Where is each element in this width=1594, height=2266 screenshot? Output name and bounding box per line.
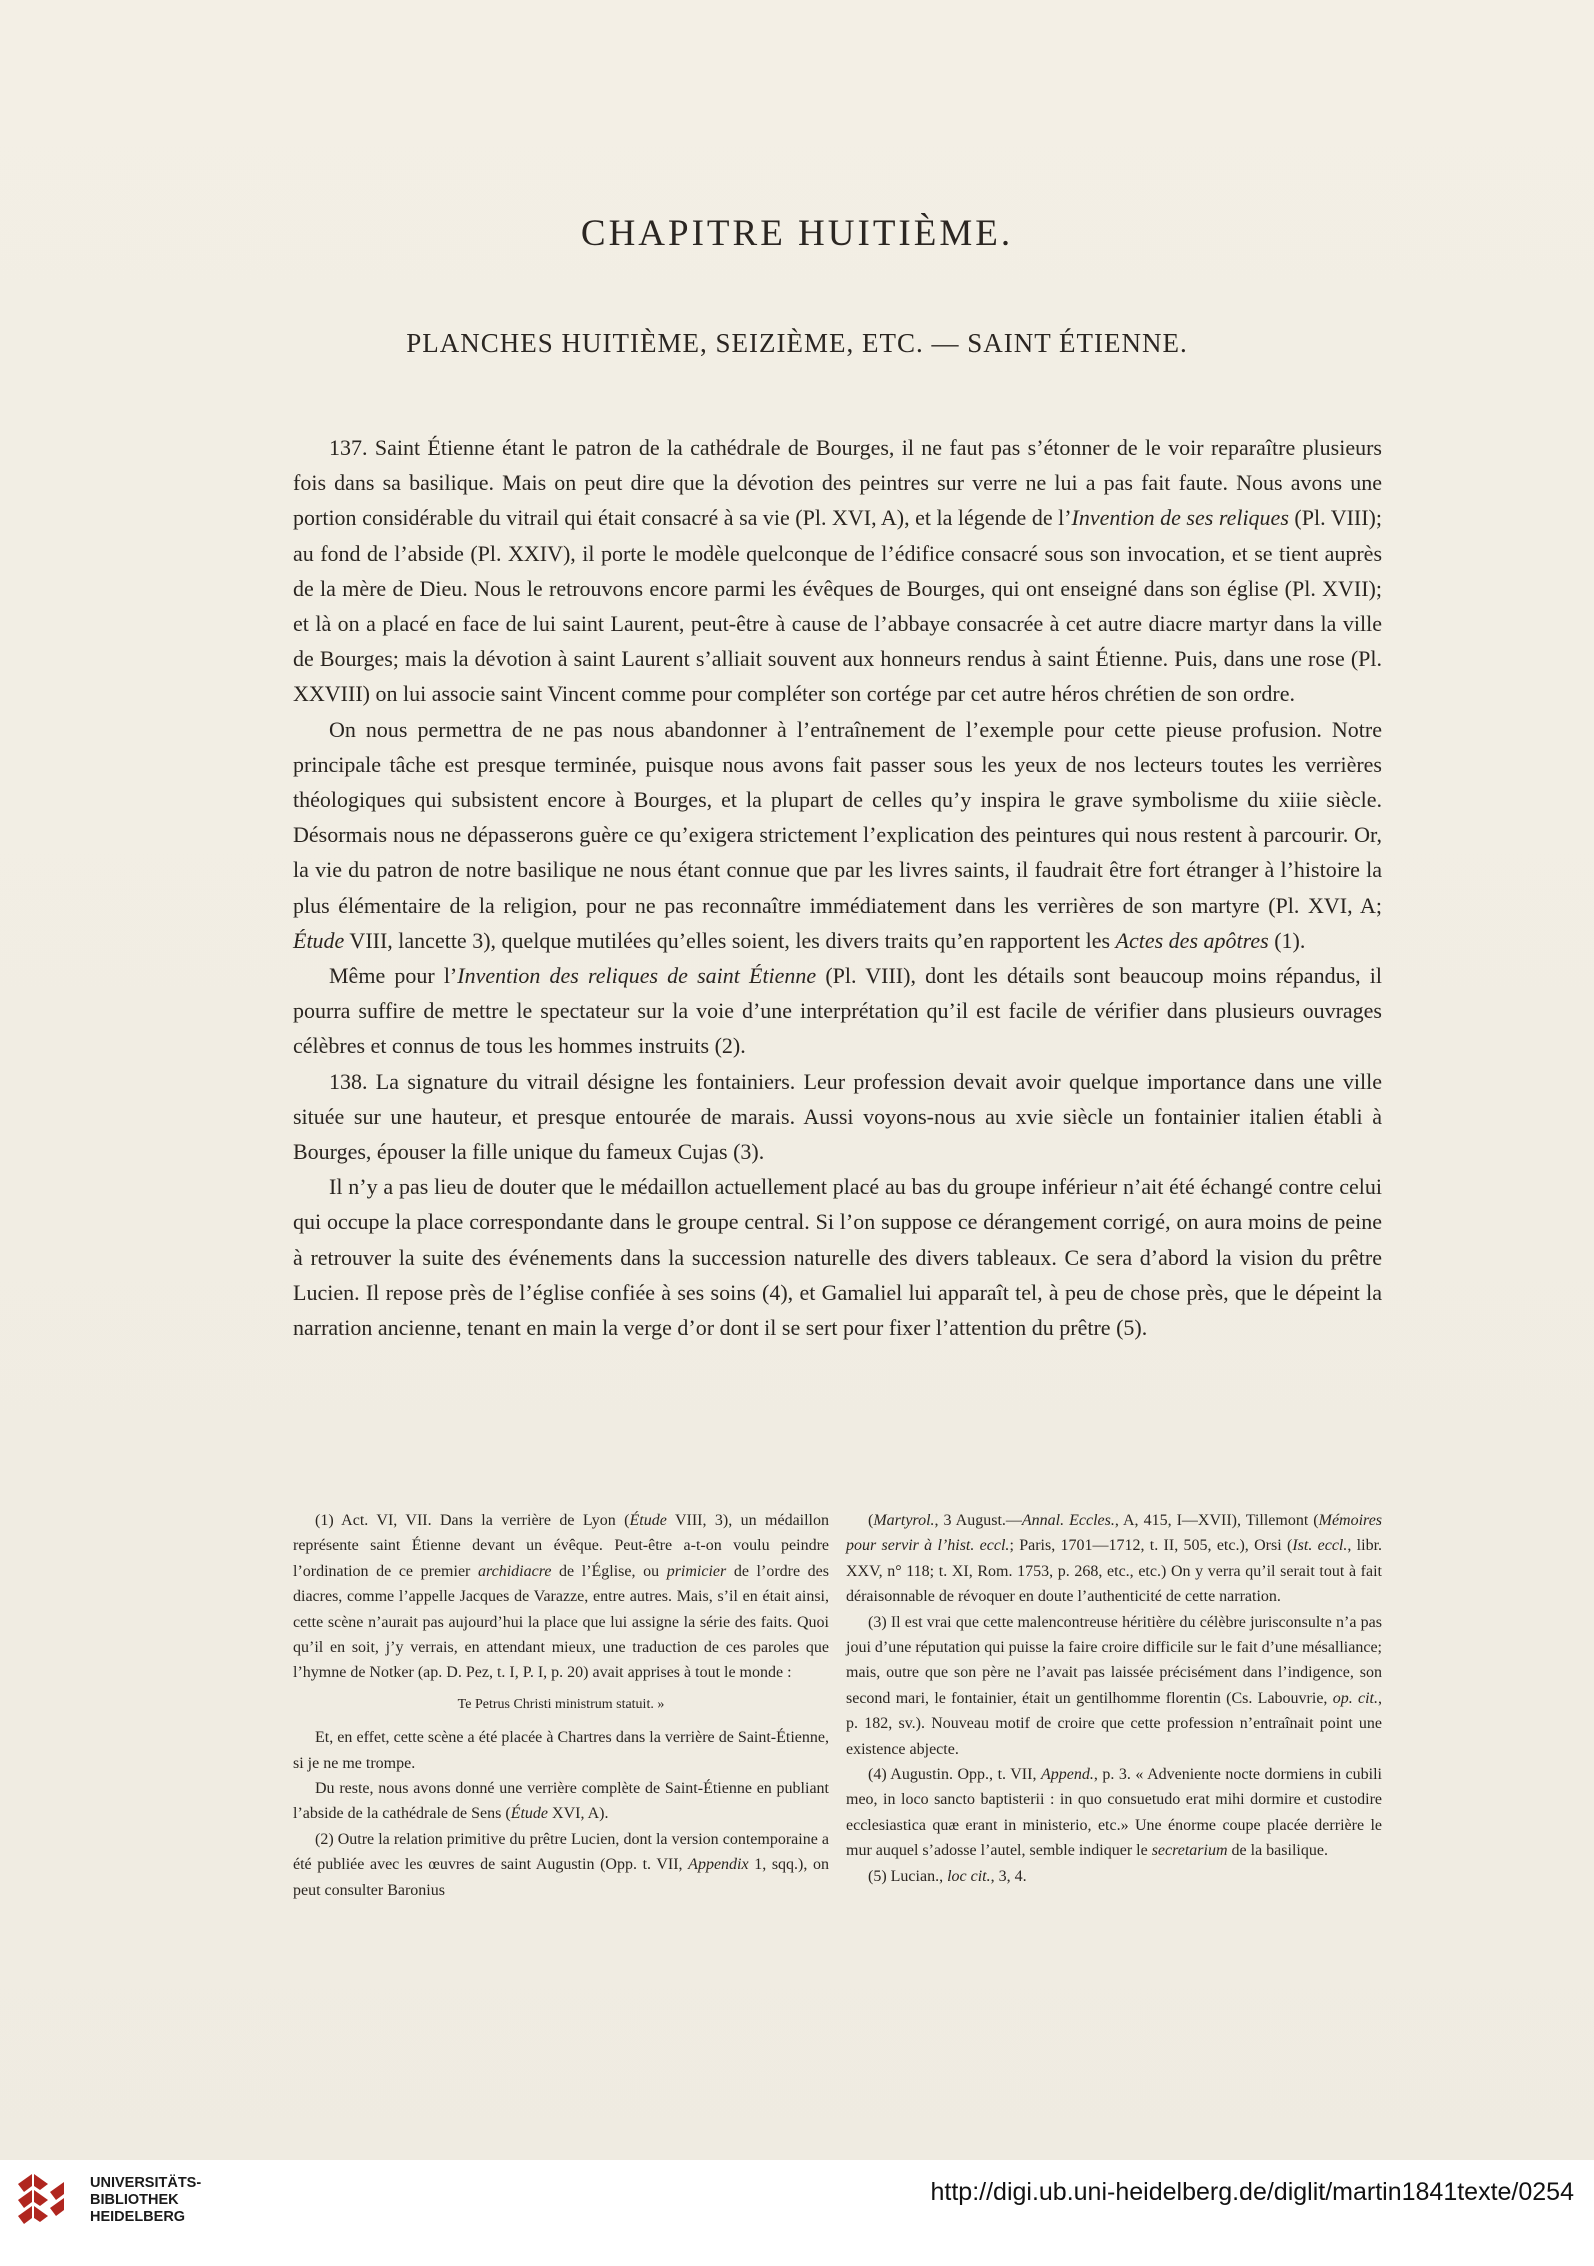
chapter-subtitle: PLANCHES HUITIÈME, SEIZIÈME, ETC. — SAINT ÉTIENNE. — [406, 328, 1188, 358]
paragraph-138: 138. La signature du vitrail désigne les fontainiers. Leur profession devait avoir quelque importance dans une ville située sur une hauteur, et presque entourée de marais. Aussi voyons-nous au xvie siècle un fontainier italien établi à Bourges, épouser la fille unique du fameux Cujas (3). — [293, 1068, 1382, 1165]
body-text — [293, 430, 1382, 1345]
library-name-line: UNIVERSITÄTS- — [90, 2175, 202, 2191]
paragraph: Il n’y a pas lieu de douter que le médaillon actuellement placé au bas du groupe inférieur n’ait été échangé contre celui qui occupe la place correspondante dans le groupe central. Si l’on suppose ce dérangement corrigé, on aura moins de peine à retrouver la suite des événements dans la succession naturelle des divers tableaux. Ce sera d’abord la vision du prêtre Lucien. Il repose près de l’église confiée à ses soins (4), et Gamaliel lui apparaît tel, à peu de chose près, que le dépeint la narration ancienne, tenant en main la verge d’or dont il se sert pour fixer l’attention du prêtre (5). — [293, 1174, 1382, 1341]
footnote-1: (1) Act. VI, VII. Dans la verrière de Lyon (Étude VIII, 3), un médaillon représente saint Étienne devant un évêque. Peut-être a-t-on voulu peindre l’ordination de ce premier archidiacre de l’Église, ou primicier de l’ordre des diacres, comme l’appelle Jacques de Varazze, entre autres. Mais, s’il en était ainsi, cette scène n’aurait pas aujourd’hui la place que lui assigne la série des faits. Quoi qu’il en soit, j’y verrais, en attendant mieux, une traduction de ces paroles que l’hymne de Notker (ap. D. Pez, t. I, P. I, p. 20) avait apprises à tout le monde : — [293, 1512, 830, 1682]
footnote-text: Du reste, nous avons donné une verrière complète de Saint-Étienne en publiant l’abside de la cathédrale de Sens (Étude XVI, A). — [293, 1780, 829, 1823]
footnote-text: Et, en effet, cette scène a été placée à Chartres dans la verrière de Saint-Étienne, si je ne me trompe. — [293, 1729, 829, 1772]
footnote-4: (4) Augustin. Opp., t. VII, Append., p. 3. « Adveniente nocte dormiens in cubili meo, in loco sancto baptisterii : in quo consuetudo erat mihi dormire et custodire ecclesiastica quæ erant in ministerio, etc.» Une énorme coupe placée derrière le mur auquel s’adosse l’autel, semble indiquer le secretarium de la basilique. — [846, 1766, 1382, 1860]
paragraph: Même pour l’Invention des reliques de saint Étienne (Pl. VIII), dont les détails sont beaucoup moins répandus, il pourra suffire de mettre le spectateur sur la voie d’une interprétation qu’il est facile de vérifier dans plusieurs ouvrages célèbres et connus de tous les hommes instruits (2). — [293, 963, 1382, 1059]
library-name — [90, 2175, 201, 2226]
footnote-2: (2) Outre la relation primitive du prêtre Lucien, dont la version contemporaine a été publiée avec les œuvres de saint Augustin (Opp. t. VII, Appendix 1, sqq.), on peut consulter Baronius — [293, 1830, 829, 1899]
footer-bar — [0, 2160, 1594, 2266]
footnote-3: (3) Il est vrai que cette malencontreuse héritière du célèbre jurisconsulte n’a pas joui d’une réputation qui puisse la faire croire difficile sur le fait d’une mésalliance; mais, outre que son père ne l’avait pas laissée précisément dans l’indigence, son second mari, le fontainier, était un gentilhomme florentin (Cs. Labouvrie, op. cit., p. 182, sv.). Nouveau motif de croire que cette profession n’entraînait point une existence abjecte. — [846, 1613, 1382, 1758]
chapter-title: CHAPITRE HUITIÈME. — [580, 213, 1014, 254]
footnotes-left-column — [293, 1508, 829, 1903]
library-name-line: BIBLIOTHEK — [90, 2192, 179, 2208]
library-name-line: HEIDELBERG — [90, 2209, 186, 2225]
library-logo-icon — [14, 2170, 74, 2230]
footnotes-right-column — [846, 1508, 1382, 1903]
footnote-quote: Te Petrus Christi ministrum statuit. » — [457, 1696, 665, 1712]
footnotes — [293, 1508, 1382, 1903]
footnote-5: (5) Lucian., loc cit., 3, 4. — [868, 1867, 1027, 1885]
paragraph: On nous permettra de ne pas nous abandonner à l’entraînement de l’exemple pour cette pieuse profusion. Notre principale tâche est presque terminée, puisque nous avons fait passer sous les yeux de nos lecteurs toutes les verrières théologiques qui subsistent encore à Bourges, et la plupart de celles qu’y inspira le grave symbolisme du xiiie siècle. Désormais nous ne dépasserons guère ce qu’exigera strictement l’explication des peintures qui nous restent à parcourir. Or, la vie du patron de notre basilique ne nous étant connue que par les livres saints, il faudrait être fort étranger à l’histoire la plus élémentaire de la religion, pour ne pas reconnaître immédiatement dans les verrières de son martyre (Pl. XVI, A; Étude VIII, lancette 3), quelque mutilées qu’elles soient, les divers traits qu’en rapportent les Actes des apôtres (1). — [293, 716, 1382, 953]
page-url-link[interactable]: http://digi.ub.uni-heidelberg.de/diglit/martin1841texte/0254 — [930, 2178, 1574, 2206]
footnote-2-continued: (Martyrol., 3 August.—Annal. Eccles., A, 415, I—XVII), Tillemont (Mémoires pour servir à l’hist. eccl.; Paris, 1701—1712, t. II, 505, etc.), Orsi (Ist. eccl., libr. XXV, n° 118; t. XI, Rom. 1753, p. 268, etc., etc.) On y verra qu’il serait tout à fait déraisonnable de révoquer en doute l’authenticité de cette narration. — [846, 1512, 1383, 1606]
paragraph-137: 137. Saint Étienne étant le patron de la cathédrale de Bourges, il ne faut pas s’étonner de le voir reparaître plusieurs fois dans sa basilique. Mais on peut dire que la dévotion des peintres sur verre ne lui a pas fait faute. Nous avons une portion considérable du vitrail qui était consacré à sa vie (Pl. XVI, A), et la légende de l’Invention de ses reliques (Pl. VIII); au fond de l’abside (Pl. XXIV), il porte le modèle quelconque de l’édifice consacré sous son invocation, et se tient auprès de la mère de Dieu. Nous le retrouvons encore parmi les évêques de Bourges, qui ont enseigné dans son église (Pl. XVII); et là on a placé en face de lui saint Laurent, peut-être à cause de l’abbaye consacrée à cet autre diacre martyr dans la ville de Bourges; mais la dévotion à saint Laurent s’alliait souvent aux honneurs rendus à saint Étienne. Puis, dans une rose (Pl. XXVIII) on lui associe saint Vincent comme pour compléter son cortége par cet autre héros chrétien de son ordre. — [293, 435, 1383, 707]
